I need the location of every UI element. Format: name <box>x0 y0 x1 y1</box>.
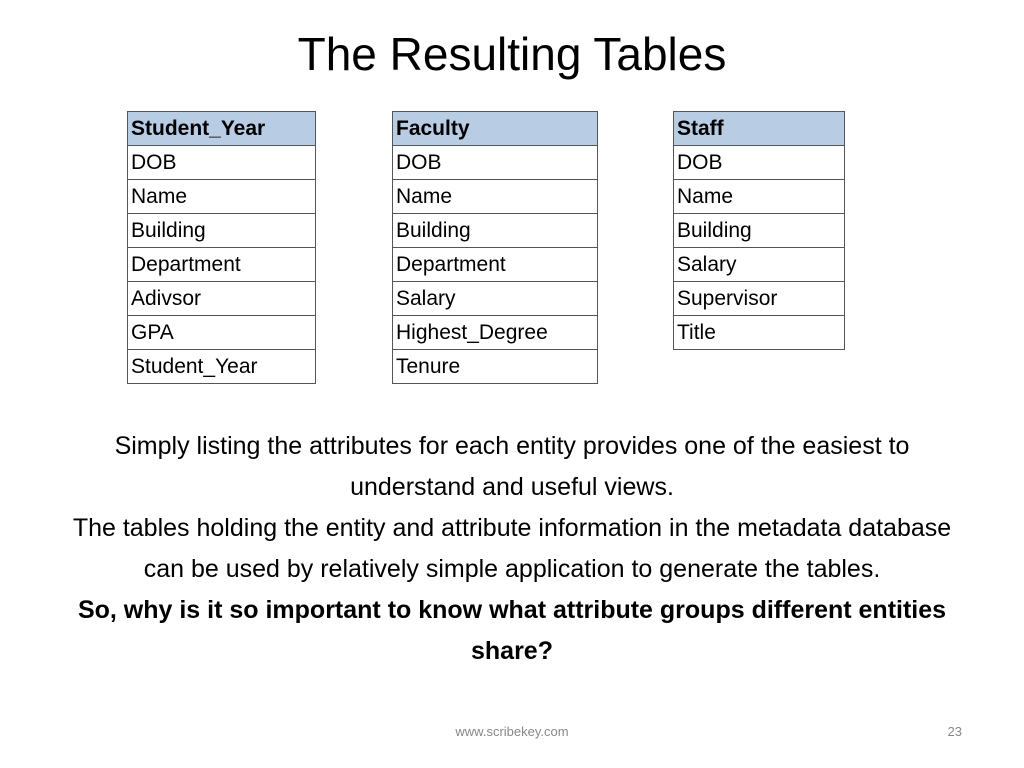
table-cell: Department <box>393 248 598 282</box>
table-cell: Name <box>128 180 316 214</box>
table-cell: DOB <box>674 146 845 180</box>
student-year-table <box>127 111 316 384</box>
table-header: Student_Year <box>128 112 316 146</box>
table-header: Staff <box>674 112 845 146</box>
table-cell: Salary <box>393 282 598 316</box>
table-cell: Tenure <box>393 350 598 384</box>
table-cell: Name <box>674 180 845 214</box>
table-header: Faculty <box>393 112 598 146</box>
table-cell: Salary <box>674 248 845 282</box>
paragraph: Simply listing the attributes for each entity provides one of the easiest to understand and useful views. <box>114 432 910 501</box>
table-cell: DOB <box>128 146 316 180</box>
slide-title: The Resulting Tables <box>297 28 727 80</box>
table-cell: DOB <box>393 146 598 180</box>
table-cell: Student_Year <box>128 350 316 384</box>
table-cell: Title <box>674 316 845 350</box>
key-question: So, why is it so important to know what attribute groups different entities share? <box>77 596 947 665</box>
paragraph: The tables holding the entity and attribute information in the metadata database can be used by relatively simple application to generate the tables. <box>72 514 952 583</box>
table-cell: Name <box>393 180 598 214</box>
table-cell: GPA <box>128 316 316 350</box>
table-cell: Supervisor <box>674 282 845 316</box>
table-cell: Building <box>674 214 845 248</box>
staff-table <box>673 111 845 350</box>
slide-number: 23 <box>947 724 962 739</box>
table-cell: Highest_Degree <box>393 316 598 350</box>
footer-url: www.scribekey.com <box>455 724 569 739</box>
faculty-table <box>392 111 598 384</box>
table-cell: Building <box>393 214 598 248</box>
table-cell: Building <box>128 214 316 248</box>
table-cell: Department <box>128 248 316 282</box>
table-cell: Adivsor <box>128 282 316 316</box>
body-text <box>70 426 954 672</box>
